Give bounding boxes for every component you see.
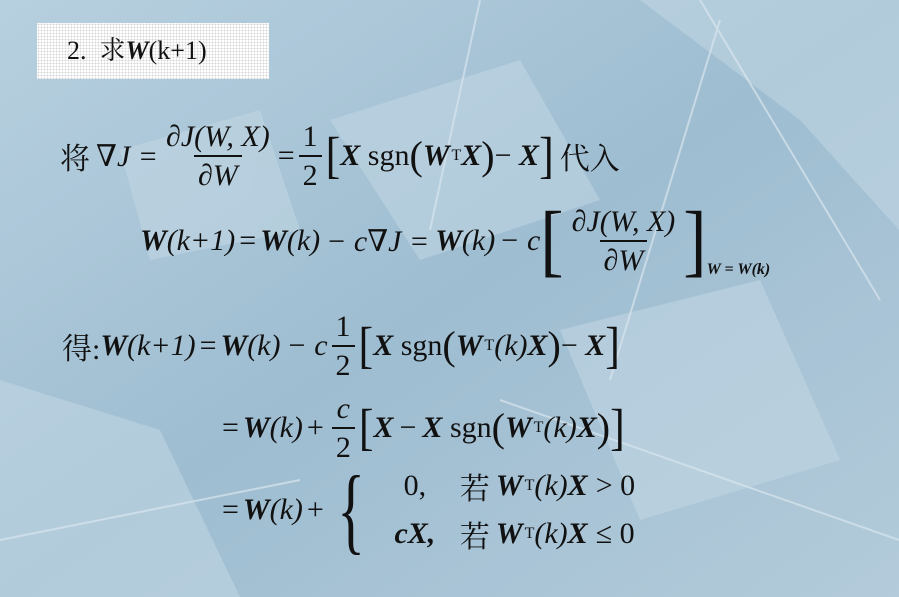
equation-gradient: 将 ∇J = $\frac{\partial J(W, X)}{\partial W}$ = $\frac{1}{2}$ [ X sgn ( W T X ) − X ] 代入	[60, 120, 620, 192]
fraction: $\frac{\partial J(W, X)}{\partial W}$	[166, 120, 270, 192]
case-positive: 0, 若 W T (k) X > 0	[403, 469, 636, 506]
fraction-c-half: $\frac{c}{2}$	[332, 392, 355, 464]
piecewise-cases	[380, 464, 635, 556]
fraction-half: $\frac{1}{2}$	[299, 120, 322, 192]
equation-result: 得: W (k+1) = W (k) − c $\frac{1}{2}$ [ X sgn ( W T (k) X ) − X ]	[62, 310, 620, 382]
fraction-half: $\frac{1}{2}$	[332, 310, 355, 382]
equation-update-rule: W (k+1) = W (k) − c∇J = W (k) − c [ $\frac{\partial J(W, X)}{\partial W}$ ] W = W(k)	[140, 196, 771, 285]
fraction: $\frac{\partial J(W, X)}{\partial W}$	[571, 205, 676, 277]
section-title: 2. 求W(k+1)	[37, 23, 269, 79]
equation-simplified: = W (k) + $\frac{c}{2}$ [ X − X sgn ( W T (k) X ) ]	[222, 392, 625, 464]
equation-piecewise: = W (k) + { 0, 若 W T (k) X > 0 cX, 若 W T (k) X ≤ 0	[222, 456, 636, 563]
case-nonpositive: cX, 若 W T (k) X ≤ 0	[394, 517, 635, 554]
